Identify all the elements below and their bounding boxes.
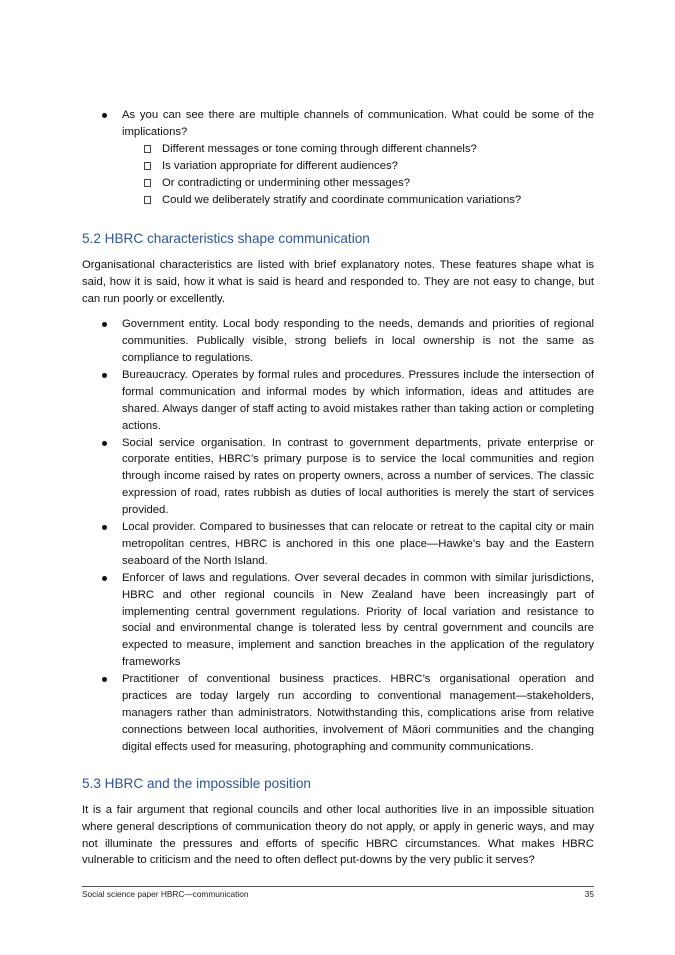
- list-item: [82, 316, 594, 367]
- list-item: [82, 107, 594, 208]
- bullet-text: Bureaucracy. Operates by formal rules and procedures. Pressures include the intersection of formal communication and informal modes by which information, ideas and attitudes are shared. Always danger of staff acting to avoid mistakes rather than taking action or completing actions.: [122, 368, 594, 432]
- footer-divider: [82, 886, 594, 887]
- checkbox-icon: [144, 162, 151, 170]
- bullet-text: Government entity. Local body responding to the needs, demands and priorities of regional communities. Publically visible, strong beliefs in local ownership is not the same as compliance to regulations.: [122, 318, 594, 364]
- bullet-icon: [102, 113, 107, 118]
- list-item: [82, 671, 594, 756]
- bullet-text: As you can see there are multiple channels of communication. What could be some of the implications?: [122, 109, 594, 138]
- page-content: [82, 107, 594, 869]
- checkbox-icon: [144, 145, 151, 153]
- characteristics-list: [82, 316, 594, 756]
- bullet-text: Enforcer of laws and regulations. Over several decades in common with similar jurisdictions, HBRC and other regional councils in New Zealand have been increasingly part of implementing central government regulations. Priority of local variation and resistance to social and environmental change is tolerated less by central government and councils are expected to measure, implement and sanction breaches in the application of the regulatory frameworks: [122, 571, 594, 669]
- list-item: [82, 570, 594, 671]
- sub-item-text: Could we deliberately stratify and coordinate communication variations?: [162, 193, 522, 206]
- checkbox-icon: [144, 196, 151, 204]
- sub-list-item: [122, 192, 594, 209]
- section-heading-5-2: 5.2 HBRC characteristics shape communication: [82, 231, 370, 247]
- section-5-3-paragraph: It is a fair argument that regional councils and other local authorities live in an impossible situation where general descriptions of communication theory do not apply, or apply in generic ways, and may not illuminate the pressures and efforts of specific HBRC circumstances. What makes HBRC vulnerable to criticism and the need to often deflect put-downs by the very public it serves?: [82, 803, 594, 867]
- sub-item-text: Different messages or tone coming through different channels?: [162, 142, 477, 155]
- sub-list-item: [122, 141, 594, 158]
- sub-item-text: Or contradicting or undermining other messages?: [162, 176, 411, 189]
- sub-list-item: [122, 158, 594, 175]
- list-item: [82, 367, 594, 435]
- list-item: [82, 519, 594, 570]
- bullet-text: Social service organisation. In contrast to government departments, private enterprise or corporate entities, HBRC’s primary purpose is to service the local communities and region through income raised by rates on property owners, across a number of services. The classic expression of road, rates rubbish as duties of local authorities is merely the start of services provided.: [122, 436, 594, 517]
- page-number: 35: [584, 889, 594, 899]
- bullet-icon: [102, 373, 107, 378]
- sub-list-item: [122, 175, 594, 192]
- bullet-text: Local provider. Compared to businesses that can relocate or retreat to the capital city or main metropolitan centres, HBRC is anchored in this one place—Hawke’s bay and the Eastern seaboard of the North Island.: [122, 521, 594, 567]
- list-item: [82, 435, 594, 520]
- bullet-icon: [102, 525, 107, 530]
- section-heading-5-3: 5.3 HBRC and the impossible position: [82, 775, 311, 791]
- sub-list: [122, 141, 594, 209]
- bullet-icon: [102, 576, 107, 581]
- bullet-icon: [102, 441, 107, 446]
- footer-title: Social science paper HBRC—communication: [82, 889, 249, 899]
- top-bullet-list: [82, 107, 594, 208]
- section-5-2-paragraph: Organisational characteristics are listed with brief explanatory notes. These features shape what is said, how it is said, how it what is said is heard and responded to. They are not easy to change, but can run poorly or excellently.: [82, 259, 594, 306]
- checkbox-icon: [144, 179, 151, 187]
- bullet-icon: [102, 322, 107, 327]
- sub-item-text: Is variation appropriate for different audiences?: [162, 159, 398, 172]
- bullet-text: Practitioner of conventional business practices. HBRC’s organisational operation and practices are today largely run according to conventional management—stakeholders, managers rather than administrators. Notwithstanding this, complications arise from relative connections between local authorities, involvement of Māori communities and the changing digital effects used for measuring, photographing and community communications.: [122, 673, 594, 753]
- bullet-icon: [102, 677, 107, 682]
